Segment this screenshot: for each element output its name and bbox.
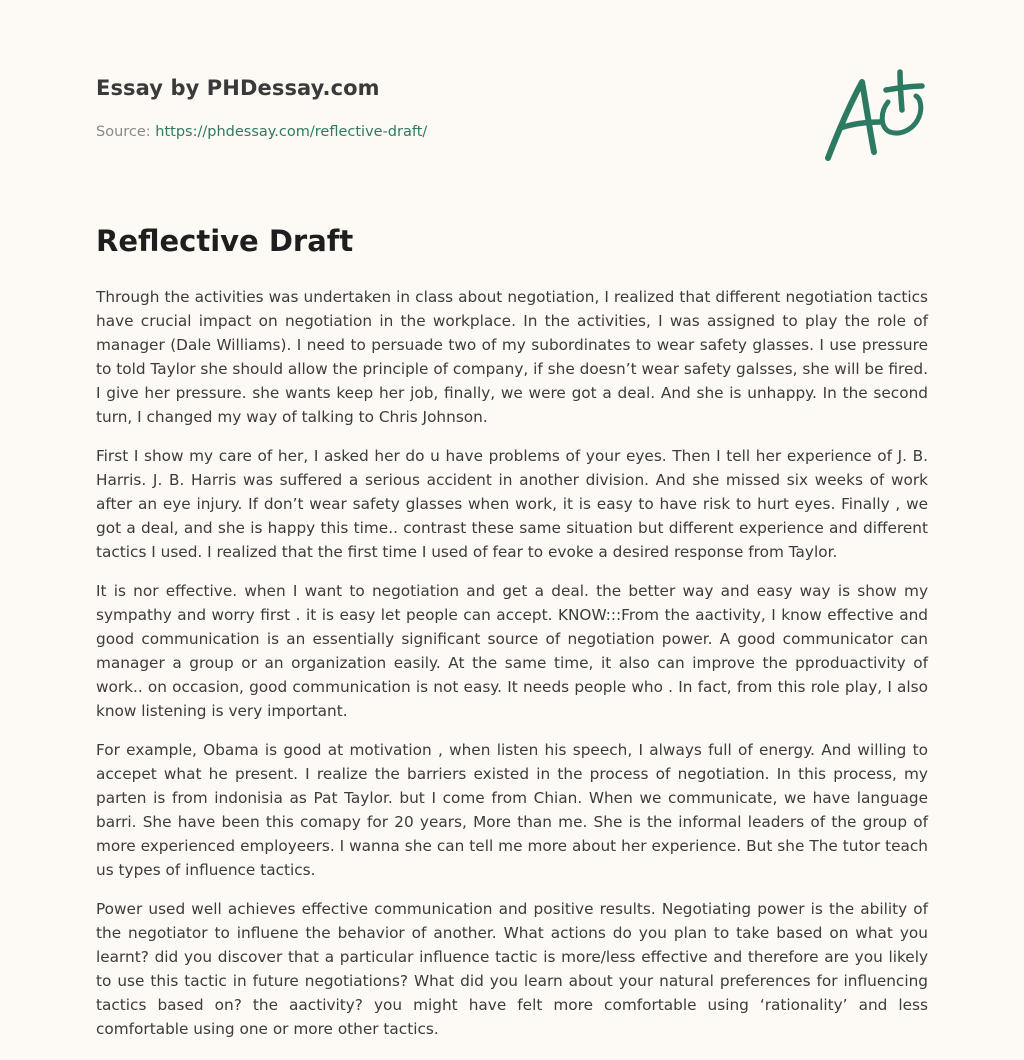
essay-paragraph: It is nor effective. when I want to negotiation and get a deal. the better way and easy way is show my sympathy and worry first . it is easy let people can accept. KNOW:::From the aactivity, I know effective and good communication is an essentially significant source of negotiation power. A good communicator can manager a group or an organization easily. At the same time, it also can improve the pproduactivity of work.. on occasion, good communication is not easy. It needs people who . In fact, from this role play, I also know listening is very important. — [96, 582, 928, 720]
source-line — [96, 124, 928, 140]
source-label: Source: — [96, 124, 151, 140]
page-header — [96, 76, 928, 140]
essay-body — [96, 285, 928, 1056]
essay-paragraph: For example, Obama is good at motivation , when listen his speech, I always full of energy. And willing to accepet what he present. I realize the barriers existed in the process of negotiation. In this process, my parten is from indonisia as Pat Taylor. but I come from Chian. When we communicate, we have language barri. She have been this comapy for 20 years, More than me. She is the informal leaders of the group of more experienced employeers. I wanna she can tell me more about her experience. But she The tutor teach us types of influence tactics. — [96, 741, 928, 879]
site-title: Essay by PHDessay.com — [96, 76, 380, 100]
essay-paragraph: First I show my care of her, I asked her do u have problems of your eyes. Then I tell her experience of J. B. Harris. J. B. Harris was suffered a serious accident in another division. And she missed six weeks of work after an eye injury. If don’t wear safety glasses when work, it is easy to have risk to hurt eyes. Finally , we got a deal, and she is happy this time.. contrast these same situation but different experience and different tactics I used. I realized that the first time I used of fear to evoke a desired response from Taylor. — [96, 447, 928, 561]
a-plus-grade-icon — [818, 62, 934, 168]
essay-paragraph: Power used well achieves effective communication and positive results. Negotiating power is the ability of the negotiator to influene the behavior of another. What actions do you plan to take based on what you learnt? did you discover that a particular influence tactic is more/less effective and therefore are you likely to use this tactic in future negotiations? What did you learn about your natural preferences for influencing tactics based on? the aactivity? you might have felt more comfortable using ‘rationality’ and less comfortable using one or more other tactics. — [96, 900, 928, 1038]
source-link[interactable]: https://phdessay.com/reflective-draft/ — [155, 124, 428, 140]
essay-title: Reflective Draft — [96, 224, 354, 258]
essay-paragraph: Through the activities was undertaken in class about negotiation, I realized that different negotiation tactics have crucial impact on negotiation in the workplace. In the activities, I was assigned to play the role of manager (Dale Williams). I need to persuade two of my subordinates to wear safety glasses. I use pressure to told Taylor she should allow the principle of company, if she doesn’t wear safety galsses, she will be fired. I give her pressure. she wants keep her job, finally, we were got a deal. And she is unhappy. In the second turn, I changed my way of talking to Chris Johnson. — [96, 288, 928, 426]
